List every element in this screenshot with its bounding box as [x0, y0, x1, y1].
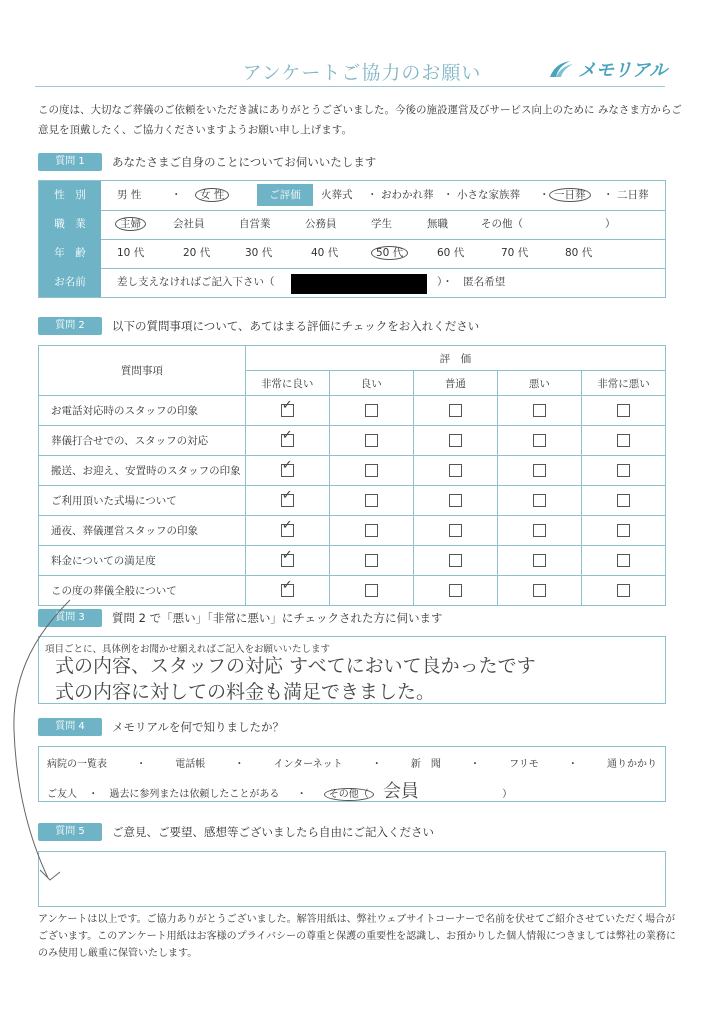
rating-row: [39, 426, 666, 456]
rating-cell: [497, 396, 581, 426]
checkbox[interactable]: [533, 554, 546, 567]
logo-text: メモリアル: [578, 60, 668, 81]
checkbox[interactable]: [365, 584, 378, 597]
q1-title: あなたさまご自身のことについてお伺いいたします: [112, 155, 377, 169]
rating-row: [39, 456, 666, 486]
q4-handwriting: 会員: [382, 781, 419, 802]
rating-cell: [581, 576, 665, 606]
q5-title: ご意見、ご要望、感想等ございましたら自由にご記入ください: [112, 825, 434, 839]
q3-handwriting-line1: 式の内容、スタッフの対応 すべてにおいて良かったです: [55, 655, 536, 677]
age-label: 年 齢: [39, 239, 101, 268]
checkbox[interactable]: [365, 554, 378, 567]
rating-cell: [413, 456, 497, 486]
age-30[interactable]: 30 代: [245, 247, 273, 259]
eval-futsukasou[interactable]: 二日葬: [617, 189, 649, 201]
row-name: [39, 268, 665, 297]
scale-normal: 普通: [413, 371, 497, 396]
checkbox-checked[interactable]: [281, 404, 294, 417]
rating-question: ご利用頂いた式場について: [39, 486, 246, 516]
q2-label: 質問 2: [38, 317, 102, 335]
checkbox[interactable]: [365, 524, 378, 537]
sep: ・: [88, 789, 99, 800]
scale-very-good: 非常に良い: [245, 371, 329, 396]
rating-cell: [245, 486, 329, 516]
col-eval-header: 評 価: [245, 346, 665, 371]
sep: ・: [603, 189, 614, 201]
page-title: アンケートご協力のお願い: [242, 62, 482, 84]
src-newspaper[interactable]: 新 聞: [410, 759, 441, 770]
q1-label: 質問 1: [38, 153, 102, 171]
src-past-attended[interactable]: 過去に参列または依頼したことがある: [109, 789, 280, 800]
checkbox-checked[interactable]: [281, 554, 294, 567]
checkbox[interactable]: [449, 434, 462, 447]
checkbox[interactable]: [533, 434, 546, 447]
rating-question: お電話対応時のスタッフの印象: [39, 396, 246, 426]
checkbox[interactable]: [533, 524, 546, 537]
rating-cell: [581, 516, 665, 546]
rating-cell: [329, 426, 413, 456]
sep: ・: [371, 759, 382, 770]
rating-cell: [329, 486, 413, 516]
rating-cell: [413, 546, 497, 576]
src-phonebook[interactable]: 電話帳: [175, 759, 206, 770]
checkbox[interactable]: [365, 494, 378, 507]
q3-label: 質問 3: [38, 609, 102, 627]
sep: ・: [469, 759, 480, 770]
q3-answer-box[interactable]: [38, 636, 666, 704]
sep: ・: [443, 189, 454, 201]
rating-cell: [245, 456, 329, 486]
name-anonymous[interactable]: ）・ 匿名希望: [437, 276, 506, 288]
checkbox-checked[interactable]: [281, 434, 294, 447]
age-20[interactable]: 20 代: [183, 247, 211, 259]
intro-text: この度は、大切なご葬儀のご依頼をいただき誠にありがとうございました。今後の施設運営及びサービス向上のために みなさま方からご意見を頂戴したく、ご協力くださいますようお願い申し上げます。: [38, 104, 682, 136]
rating-row: [39, 396, 666, 426]
rating-cell: [329, 546, 413, 576]
rating-cell: [581, 456, 665, 486]
q1-form-grid: [38, 180, 666, 298]
checkbox[interactable]: [617, 404, 630, 417]
scale-good: 良い: [329, 371, 413, 396]
rating-row: [39, 516, 666, 546]
row-job: [39, 210, 665, 240]
checkbox[interactable]: [533, 464, 546, 477]
scale-very-bad: 非常に悪い: [581, 371, 665, 396]
job-housewife-selected[interactable]: 主婦: [115, 217, 146, 231]
eval-owakare[interactable]: おわかれ葬: [381, 189, 434, 201]
job-other[interactable]: その他（: [481, 218, 523, 230]
sep: ・: [367, 189, 378, 201]
checkbox[interactable]: [617, 584, 630, 597]
checkbox[interactable]: [449, 494, 462, 507]
age-40[interactable]: 40 代: [311, 247, 339, 259]
q3-handwriting-line2: 式の内容に対しての料金も満足できました。: [55, 681, 436, 703]
job-label: 職 業: [39, 210, 101, 239]
checkbox[interactable]: [365, 404, 378, 417]
src-passing-by[interactable]: 通りかかり: [606, 759, 657, 770]
job-selfemployed[interactable]: 自営業: [239, 218, 271, 230]
rating-cell: [245, 396, 329, 426]
rating-question: 葬儀打合せでの、スタッフの対応: [39, 426, 246, 456]
rating-cell: [329, 456, 413, 486]
checkbox[interactable]: [449, 584, 462, 597]
q4-options-box: [38, 746, 666, 802]
sep: ・: [171, 189, 182, 201]
checkbox[interactable]: [533, 494, 546, 507]
sep: ・: [136, 759, 147, 770]
checkbox-checked[interactable]: [281, 584, 294, 597]
rating-question: この度の葬儀全般について: [39, 576, 246, 606]
src-other-selected[interactable]: その他（: [324, 788, 374, 801]
rating-cell: [245, 516, 329, 546]
logo-mark-icon: [548, 59, 574, 79]
rating-cell: [581, 426, 665, 456]
title-divider: [35, 86, 665, 87]
checkbox[interactable]: [449, 404, 462, 417]
job-company[interactable]: 会社員: [173, 218, 205, 230]
job-civilservant[interactable]: 公務員: [305, 218, 337, 230]
q5-label: 質問 5: [38, 823, 102, 841]
q2-rating-table: [38, 345, 666, 606]
rating-cell: [245, 576, 329, 606]
col-items-header: 質問事項: [39, 346, 246, 396]
rating-question: 通夜、葬儀運営スタッフの印象: [39, 516, 246, 546]
scale-bad: 悪い: [497, 371, 581, 396]
row-gender-eval: [39, 181, 665, 211]
eval-kazokusou[interactable]: 小さな家族葬: [457, 189, 520, 201]
checkbox-checked[interactable]: [281, 494, 294, 507]
age-50-selected[interactable]: 50 代: [371, 246, 408, 260]
rating-cell: [497, 486, 581, 516]
sep: ・: [567, 759, 578, 770]
eval-ichinichisou-selected[interactable]: 一日葬: [549, 188, 591, 202]
rating-cell: [329, 396, 413, 426]
sep: ・: [539, 189, 550, 201]
rating-cell: [497, 576, 581, 606]
checkbox[interactable]: [533, 404, 546, 417]
rating-cell: [497, 426, 581, 456]
q4-label: 質問 4: [38, 718, 102, 736]
checkbox[interactable]: [617, 434, 630, 447]
checkbox[interactable]: [617, 494, 630, 507]
checkbox-checked[interactable]: [281, 524, 294, 537]
checkbox[interactable]: [449, 554, 462, 567]
rating-cell: [497, 546, 581, 576]
rating-question: 搬送、お迎え、安置時のスタッフの印象: [39, 456, 246, 486]
q3-title: 質問 2 で「悪い」「非常に悪い」にチェックされた方に伺います: [112, 611, 443, 625]
rating-row: [39, 576, 666, 606]
rating-cell: [329, 576, 413, 606]
rating-cell: [245, 426, 329, 456]
job-other-close: ）: [605, 218, 616, 230]
footer-note: アンケートは以上です。ご協力ありがとうございました。解答用紙は、弊社ウェブサイトコーナーで名前を伏せてご紹介させていただく場合がございます。このアンケート用紙はお客様のプライバシーの尊重と保護の重要性を認識し、お預かりした個人情報につきましては弊社の業務にのみ使用し厳重に保管いたします。: [38, 914, 676, 959]
rating-cell: [413, 486, 497, 516]
gender-label: 性 別: [39, 181, 101, 210]
pen-stroke-mark: [0, 590, 80, 890]
checkbox[interactable]: [617, 554, 630, 567]
rating-cell: [581, 546, 665, 576]
age-10[interactable]: 10 代: [117, 247, 145, 259]
name-label: お名前: [39, 268, 101, 297]
src-friend[interactable]: ご友人: [47, 789, 77, 800]
job-student[interactable]: 学生: [371, 218, 392, 230]
row-age: [39, 239, 665, 269]
q4-row1: [47, 755, 657, 770]
checkbox[interactable]: [449, 524, 462, 537]
rating-cell: [581, 396, 665, 426]
age-60[interactable]: 60 代: [437, 247, 465, 259]
checkbox-checked[interactable]: [281, 464, 294, 477]
q4-row2: [47, 777, 512, 803]
sep: ・: [296, 789, 307, 800]
q5-answer-box[interactable]: [38, 851, 666, 907]
company-logo: [548, 56, 667, 82]
age-70[interactable]: 70 代: [501, 247, 529, 259]
checkbox[interactable]: [617, 464, 630, 477]
rating-cell: [497, 516, 581, 546]
src-hospital-list[interactable]: 病院の一覧表: [47, 759, 107, 770]
checkbox[interactable]: [617, 524, 630, 537]
gender-male[interactable]: 男 性: [117, 189, 142, 201]
checkbox[interactable]: [365, 464, 378, 477]
checkbox[interactable]: [449, 464, 462, 477]
src-internet[interactable]: インターネット: [273, 759, 343, 770]
src-furimo[interactable]: フリモ: [509, 759, 539, 770]
rating-cell: [413, 426, 497, 456]
sep: ・: [234, 759, 245, 770]
src-other-close: ）: [502, 789, 513, 800]
eval-label: ご評価: [257, 184, 313, 206]
q3-prompt: 項目ごとに、具体例をお聞かせ願えればご記入をお願いいたします: [45, 644, 331, 655]
q2-title: 以下の質問事項について、あてはまる評価にチェックをお入れください: [112, 319, 480, 333]
rating-cell: [329, 516, 413, 546]
eval-kasoushiki[interactable]: 火葬式: [321, 189, 353, 201]
q4-title: メモリアルを何で知りましたか？: [112, 720, 285, 734]
rating-question: 料金についての満足度: [39, 546, 246, 576]
checkbox[interactable]: [365, 434, 378, 447]
rating-cell: [413, 576, 497, 606]
name-redacted: [291, 274, 427, 294]
age-80[interactable]: 80 代: [565, 247, 593, 259]
rating-cell: [581, 486, 665, 516]
name-prompt: 差し支えなければご記入下さい（: [117, 276, 275, 288]
rating-cell: [413, 396, 497, 426]
rating-row: [39, 546, 666, 576]
rating-cell: [245, 546, 329, 576]
checkbox[interactable]: [533, 584, 546, 597]
gender-female-selected[interactable]: 女 性: [195, 188, 229, 202]
rating-cell: [413, 516, 497, 546]
job-unemployed[interactable]: 無職: [427, 218, 448, 230]
rating-cell: [497, 456, 581, 486]
rating-row: [39, 486, 666, 516]
